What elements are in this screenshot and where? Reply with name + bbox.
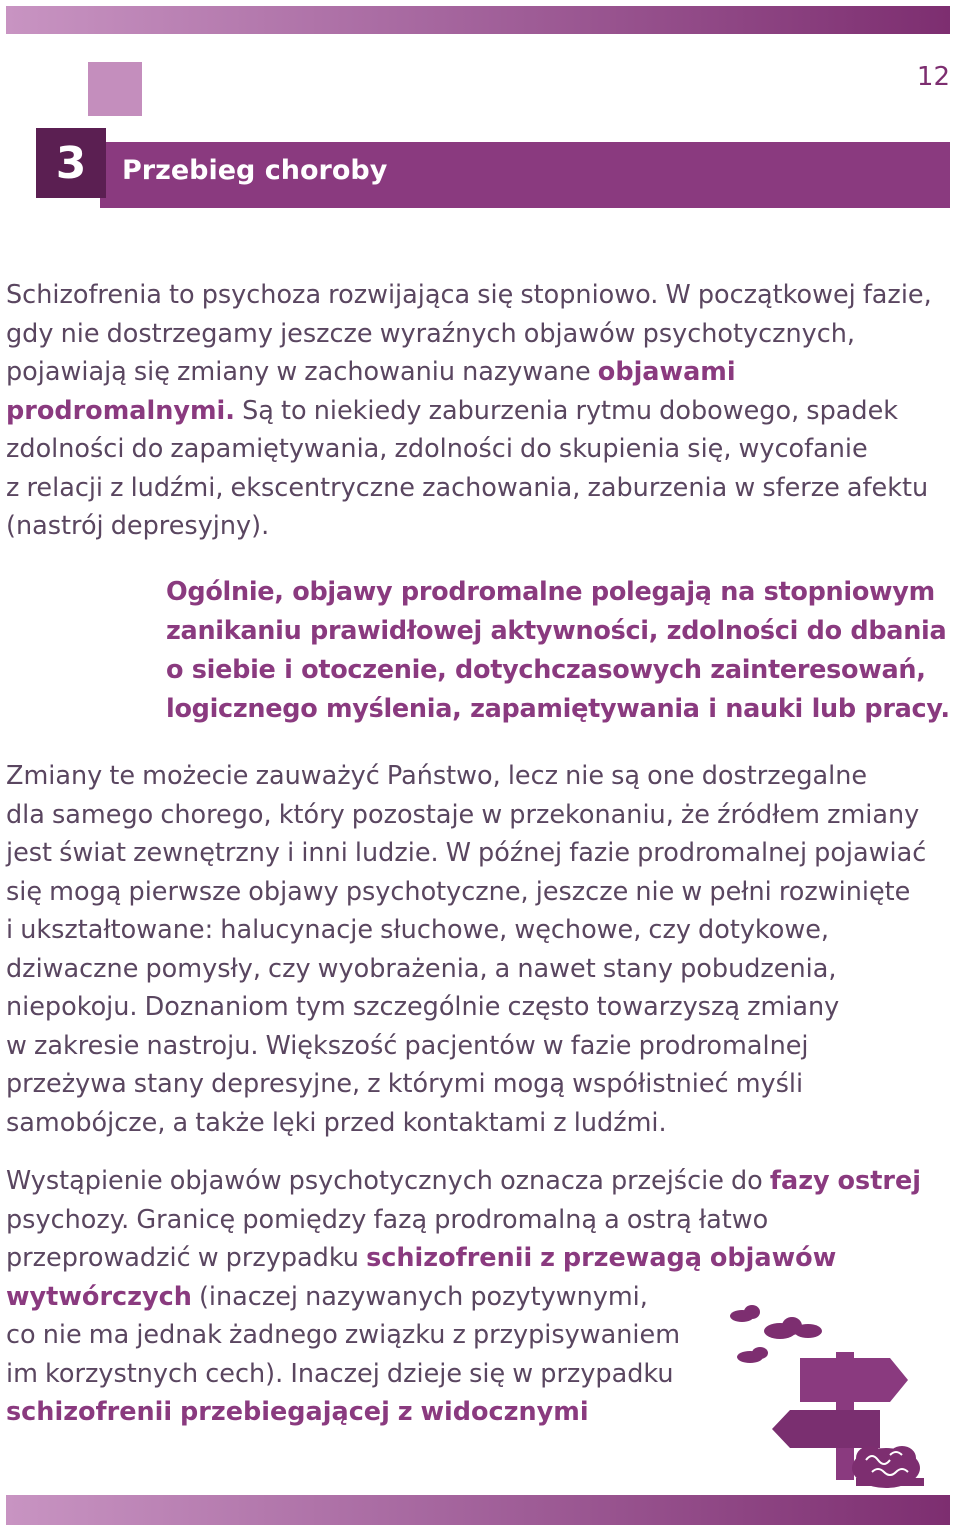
paragraph-2 [6,757,946,1142]
text-line: co nie ma jednak żadnego związku z przypisywaniem [6,1320,681,1350]
quote-line: logicznego myślenia, zapamiętywania i nauki lub pracy. [166,694,950,724]
highlight-term: schizofrenii przebiegającej z widocznymi [6,1397,589,1427]
text-line: gdy nie dostrzegamy jeszcze wyraźnych objawów psychotycznych, [6,318,856,349]
bottom-decorative-band [6,1495,950,1525]
quote-line: zanikaniu prawidłowej aktywności, zdolności do dbania [166,616,947,646]
text-line [6,353,946,392]
text-segment: Wystąpienie objawów psychotycznych oznacza przejście do [6,1166,770,1196]
brain-icon [852,1446,924,1488]
highlight-term: objawami [597,357,736,387]
text-line: samobójcze, a także lęki przed kontaktami z ludźmi. [6,1107,667,1138]
paragraph-1 [6,276,946,546]
signpost-brain-icon [720,1300,940,1495]
text-segment: pojawiają się zmiany w zachowaniu nazywane [6,357,598,387]
text-line: jest świat zewnętrzny i inni ludzie. W późnej fazie prodromalnej pojawiać [6,838,927,868]
text-line: się mogą pierwsze objawy psychotyczne, jeszcze nie w pełni rozwinięte [6,876,911,907]
quote-line: o siebie i otoczenie, dotychczasowych zainteresowań, [166,655,926,685]
page-number: 12 [916,62,950,92]
decorative-square [88,62,142,116]
text-line: niepokoju. Doznaniom tym szczególnie często towarzyszą zmiany [6,992,840,1022]
text-line: i ukształtowane: halucynacje słuchowe, węchowe, czy dotykowe, [6,915,830,945]
text-line [6,1162,946,1201]
text-line: Schizofrenia to psychoza rozwijająca się stopniowo. W początkowej fazie, [6,280,932,310]
highlight-term: wytwórczych [6,1281,192,1312]
text-line: Zmiany te możecie zauważyć Państwo, lecz nie są one dostrzegalne [6,761,868,791]
chapter-number: 3 [36,128,106,198]
text-line: (nastrój depresyjny). [6,511,270,541]
text-line [6,1239,946,1278]
text-line: przeżywa stany depresyjne, z którymi mogą współistnieć myśli [6,1069,804,1099]
text-line: im korzystnych cech). Inaczej dzieje się w przypadku [6,1358,674,1389]
sign-arrow-right [800,1358,908,1402]
highlight-term: prodromalnymi. [6,395,235,426]
text-segment: Są to niekiedy zaburzenia rytmu dobowego, spadek [235,395,899,426]
highlight-term: fazy ostrej [769,1166,922,1196]
text-line: dla samego chorego, który pozostaje w przekonaniu, że źródłem zmiany [6,799,920,830]
text-line: zdolności do zapamiętywania, zdolności do skupienia się, wycofanie [6,434,868,464]
text-line [6,392,946,431]
highlighted-quote [166,573,956,729]
text-line: dziwaczne pomysły, czy wyobrażenia, a nawet stany pobudzenia, [6,953,837,984]
text-segment: (inaczej nazywanych pozytywnymi, [191,1281,648,1312]
top-decorative-band [6,6,950,34]
highlight-term: schizofrenii z przewagą objawów [366,1243,837,1273]
text-line: z relacji z ludźmi, ekscentryczne zachowania, zaburzenia w sferze afektu [6,472,929,503]
text-segment: przeprowadzić w przypadku [6,1243,367,1273]
cloud-icon [730,1305,822,1363]
quote-line: Ogólnie, objawy prodromalne polegają na stopniowym [166,577,935,607]
sign-arrow-left [772,1410,880,1448]
text-line: psychozy. Granicę pomiędzy fazą prodromalną a ostrą łatwo [6,1204,769,1235]
text-line: w zakresie nastroju. Większość pacjentów w fazie prodromalnej [6,1030,809,1061]
chapter-title: Przebieg choroby [122,155,388,186]
